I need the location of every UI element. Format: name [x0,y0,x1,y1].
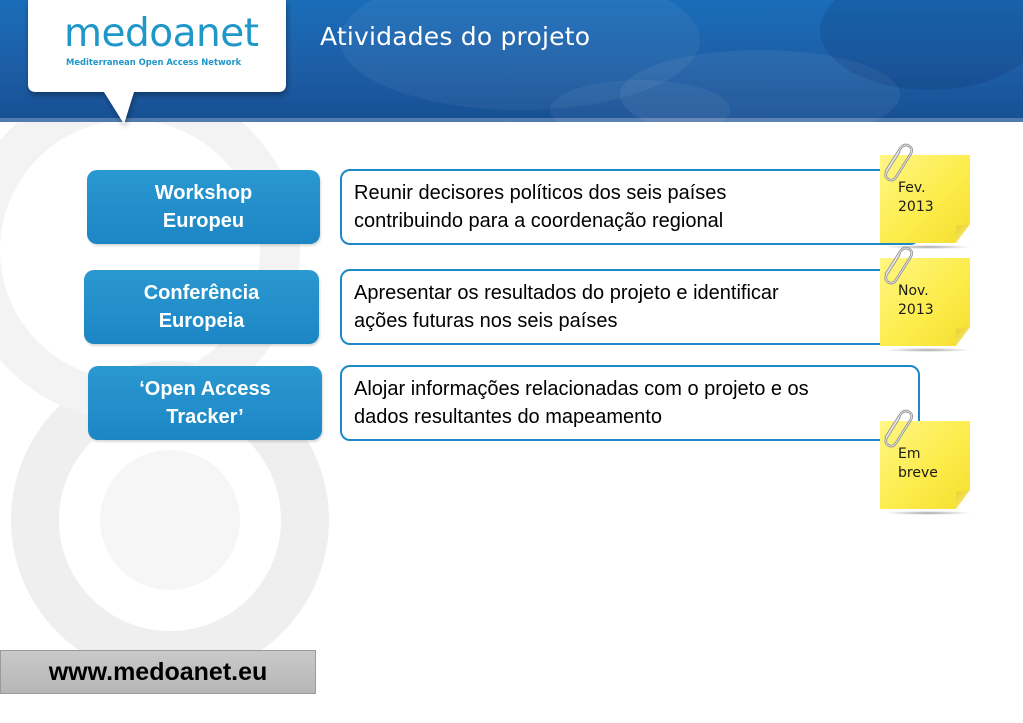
activity-description-workshop [340,169,920,245]
sticky-note-line: breve [898,465,938,481]
footer-url-bar [0,650,316,694]
activity-description-line: contribuindo para a coordenação regional [354,210,724,232]
logo-wordmark: medoanet [64,11,259,56]
website-link[interactable]: www.medoanet.eu [48,657,268,686]
activity-label-line: Workshop [154,182,253,204]
paperclip-icon [876,141,916,185]
activity-description-line: dados resultantes do mapeamento [354,406,662,428]
sticky-note-date [880,258,972,350]
sticky-note-shadow [884,511,972,515]
activity-description-tracker [340,365,920,441]
paperclip-icon [876,407,916,451]
slide-title: Atividades do projeto [320,22,591,51]
activity-label-line: Europeu [162,210,245,232]
activity-description-line: Reunir decisores políticos dos seis países [354,182,727,204]
activity-description-conference [340,269,920,345]
activity-description-line: Apresentar os resultados do projeto e identificar [354,282,779,304]
activity-label-tracker [88,366,322,440]
paperclip-icon [876,244,916,288]
sticky-note-date [880,155,972,247]
sticky-note-fold [956,327,970,346]
activity-label-line: Europeia [158,310,245,332]
sticky-note-line: 2013 [898,199,934,215]
sticky-note-line: Em [898,446,921,462]
sticky-note-fold [956,490,970,509]
activity-label-line: Conferência [143,282,260,304]
logo-card [24,0,294,130]
sticky-note-fold [956,224,970,243]
logo-tagline: Mediterranean Open Access Network [66,57,242,67]
activity-label-line: ‘Open Access [139,378,271,400]
activity-label-conference [84,270,319,344]
sticky-note-line: Fev. [898,180,926,196]
sticky-note-date [880,421,972,513]
activity-label-workshop [87,170,320,244]
activity-description-line: Alojar informações relacionadas com o projeto e os [354,378,809,400]
sticky-note-line: Nov. [898,283,929,299]
activity-label-line: Tracker’ [166,406,244,428]
sticky-note-shadow [884,348,972,352]
sticky-note-line: 2013 [898,302,934,318]
activity-description-line: ações futuras nos seis países [354,310,618,332]
